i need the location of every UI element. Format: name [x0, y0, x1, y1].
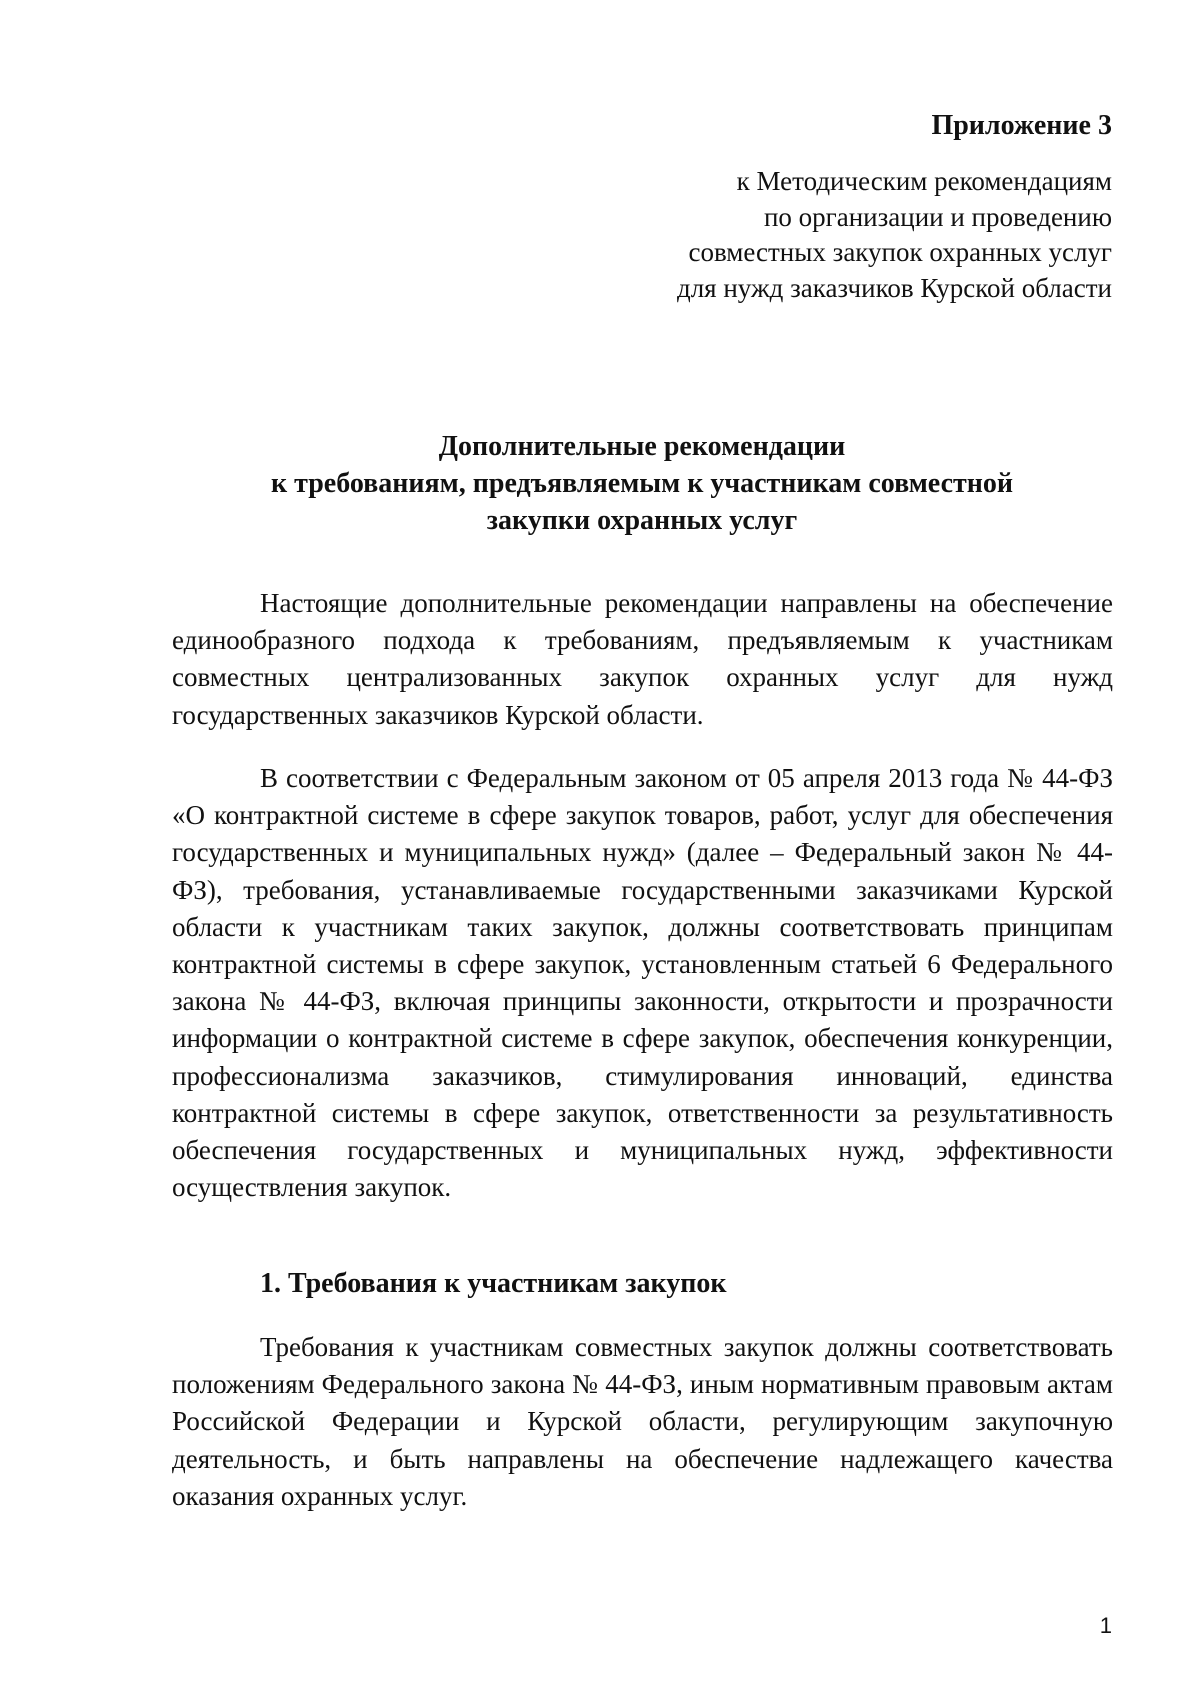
appendix-block — [412, 108, 1112, 306]
requirements-paragraph-block — [172, 1329, 1113, 1515]
page-number: 1 — [1099, 1613, 1112, 1638]
appendix-line: по организации и проведению — [763, 201, 1112, 232]
requirements-paragraph: Требования к участникам совместных закупок должны соответствовать положениям Федерального закона № 44-ФЗ, иным нормативным правовым актам Российской Федерации и Курской области, регулирующим закупочную деятельность, и быть направлены на обеспечение надлежащего качества оказания охранных услуг. — [172, 1332, 1113, 1511]
appendix-title: Приложение 3 — [931, 110, 1112, 141]
appendix-line: совместных закупок охранных услуг — [688, 237, 1112, 267]
document-heading — [172, 428, 1112, 539]
law-paragraph-block — [172, 760, 1113, 1206]
intro-paragraph-block — [172, 585, 1113, 734]
appendix-line: к Методическим рекомендациям — [736, 166, 1112, 196]
heading-line: закупки охранных услуг — [486, 505, 798, 536]
law-paragraph: В соответствии с Федеральным законом от 05 апреля 2013 года № 44-ФЗ «О контрактной системе в сфере закупок товаров, работ, услуг для обеспечения государственных и муниципальных нужд» (далее – Федеральный закон № 44-ФЗ), требования, устанавливаемые государственными заказчиками Курской области к участникам таких закупок, должны соответствовать принципам контрактной системы в сфере закупок, установленным статьей 6 Федерального закона № 44-ФЗ, включая принципы законности, открытости и прозрачности информации о контрактной системе в сфере закупок, обеспечения конкуренции, профессионализма заказчиков, стимулирования инноваций, единства контрактной системы в сфере закупок, ответственности за результативность обеспечения государственных и муниципальных нужд, эффективности осуществления закупок. — [172, 763, 1113, 1203]
section-1-title: 1. Требования к участникам закупок — [260, 1268, 727, 1299]
appendix-line: для нужд заказчиков Курской области — [676, 272, 1112, 303]
heading-line: к требованиям, предъявляемым к участникам совместной — [270, 468, 1014, 499]
intro-paragraph: Настоящие дополнительные рекомендации направлены на обеспечение единообразного подхода к требованиям, предъявляемым к участникам совместных централизованных закупок охранных услуг для нужд государственных заказчиков Курской области. — [172, 588, 1113, 730]
heading-line: Дополнительные рекомендации — [438, 431, 846, 462]
